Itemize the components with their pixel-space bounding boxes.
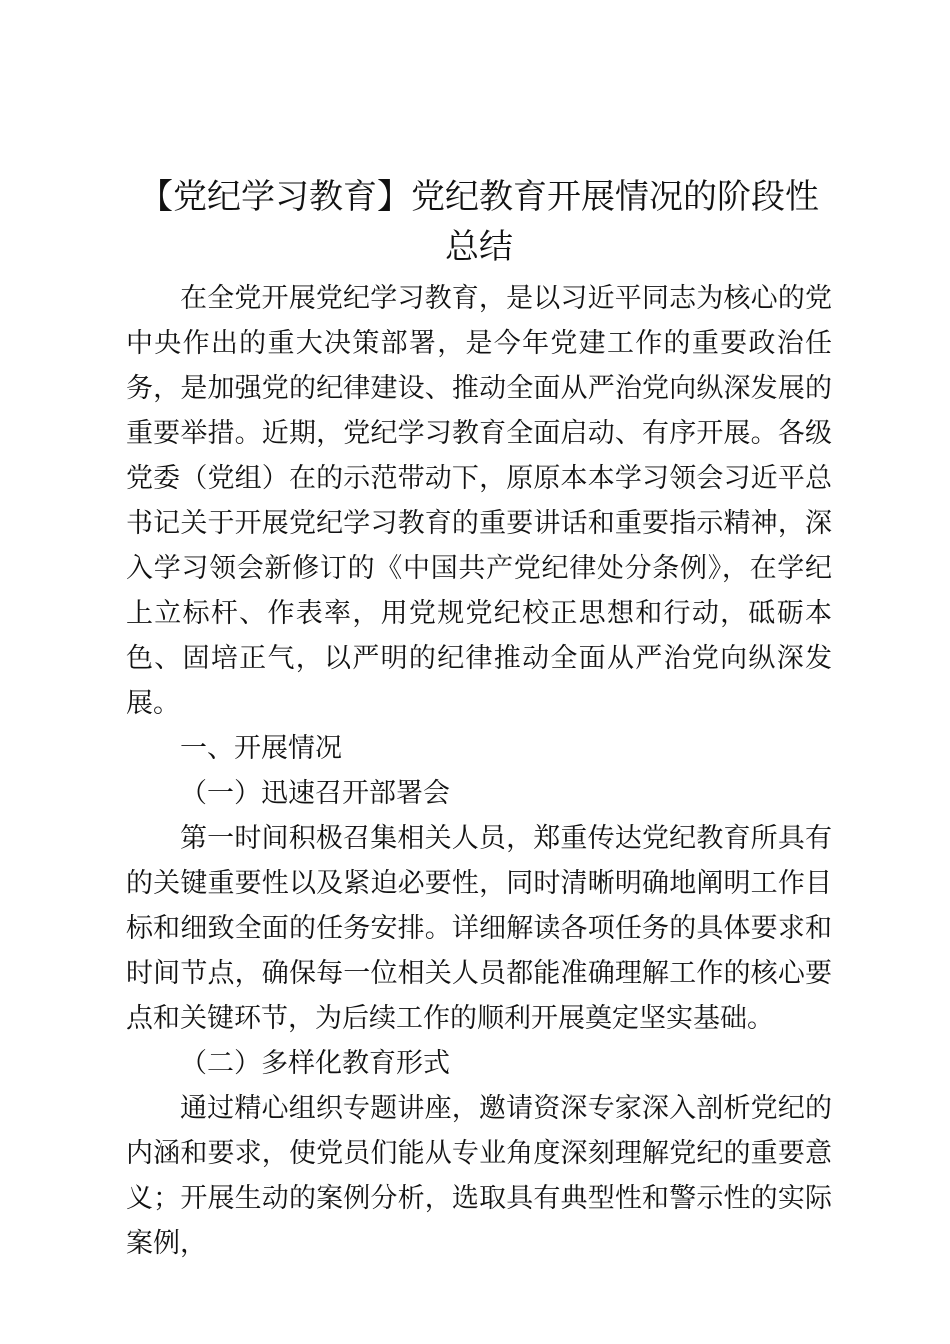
subsection-paragraph-1: 第一时间积极召集相关人员，郑重传达党纪教育所具有的关键重要性以及紧迫必要性，同时清晰明确地阐明工作目标和细致全面的任务安排。详细解读各项任务的具体要求和时间节点，确保每一位相关人员都能准确理解工作的核心要点和关键环节，为后续工作的顺利开展奠定坚实基础。 <box>126 823 832 1034</box>
intro-paragraph: 在全党开展党纪学习教育，是以习近平同志为核心的党中央作出的重大决策部署，是今年党建工作的重要政治任务，是加强党的纪律建设、推动全面从严治党向纵深发展的重要举措。近期，党纪学习教育全面启动、有序开展。各级党委（党组）在的示范带动下，原原本本学习领会习近平总书记关于开展党纪学习教育的重要讲话和重要指示精神，深入学习领会新修订的《中国共产党纪律处分条例》，在学纪上立标杆、作表率，用党规党纪校正思想和行动，砥砺本色、固培正气，以严明的纪律推动全面从严治党向纵深发展。 <box>126 283 832 719</box>
title-line-1: 【党纪学习教育】党纪教育开展情况的阶段性 <box>139 177 819 217</box>
document-body <box>126 276 832 1266</box>
document-page <box>126 172 832 1266</box>
subsection-paragraph-2: 通过精心组织专题讲座，邀请资深专家深入剖析党纪的内涵和要求，使党员们能从专业角度深刻理解党纪的重要意义；开展生动的案例分析，选取具有典型性和警示性的实际案例， <box>126 1093 832 1259</box>
section-heading-1: 一、开展情况 <box>180 733 342 764</box>
title-line-2: 总结 <box>445 227 513 267</box>
subsection-heading-2: （二）多样化教育形式 <box>180 1048 450 1079</box>
subsection-heading-1: （一）迅速召开部署会 <box>180 778 450 809</box>
document-title <box>126 172 832 272</box>
